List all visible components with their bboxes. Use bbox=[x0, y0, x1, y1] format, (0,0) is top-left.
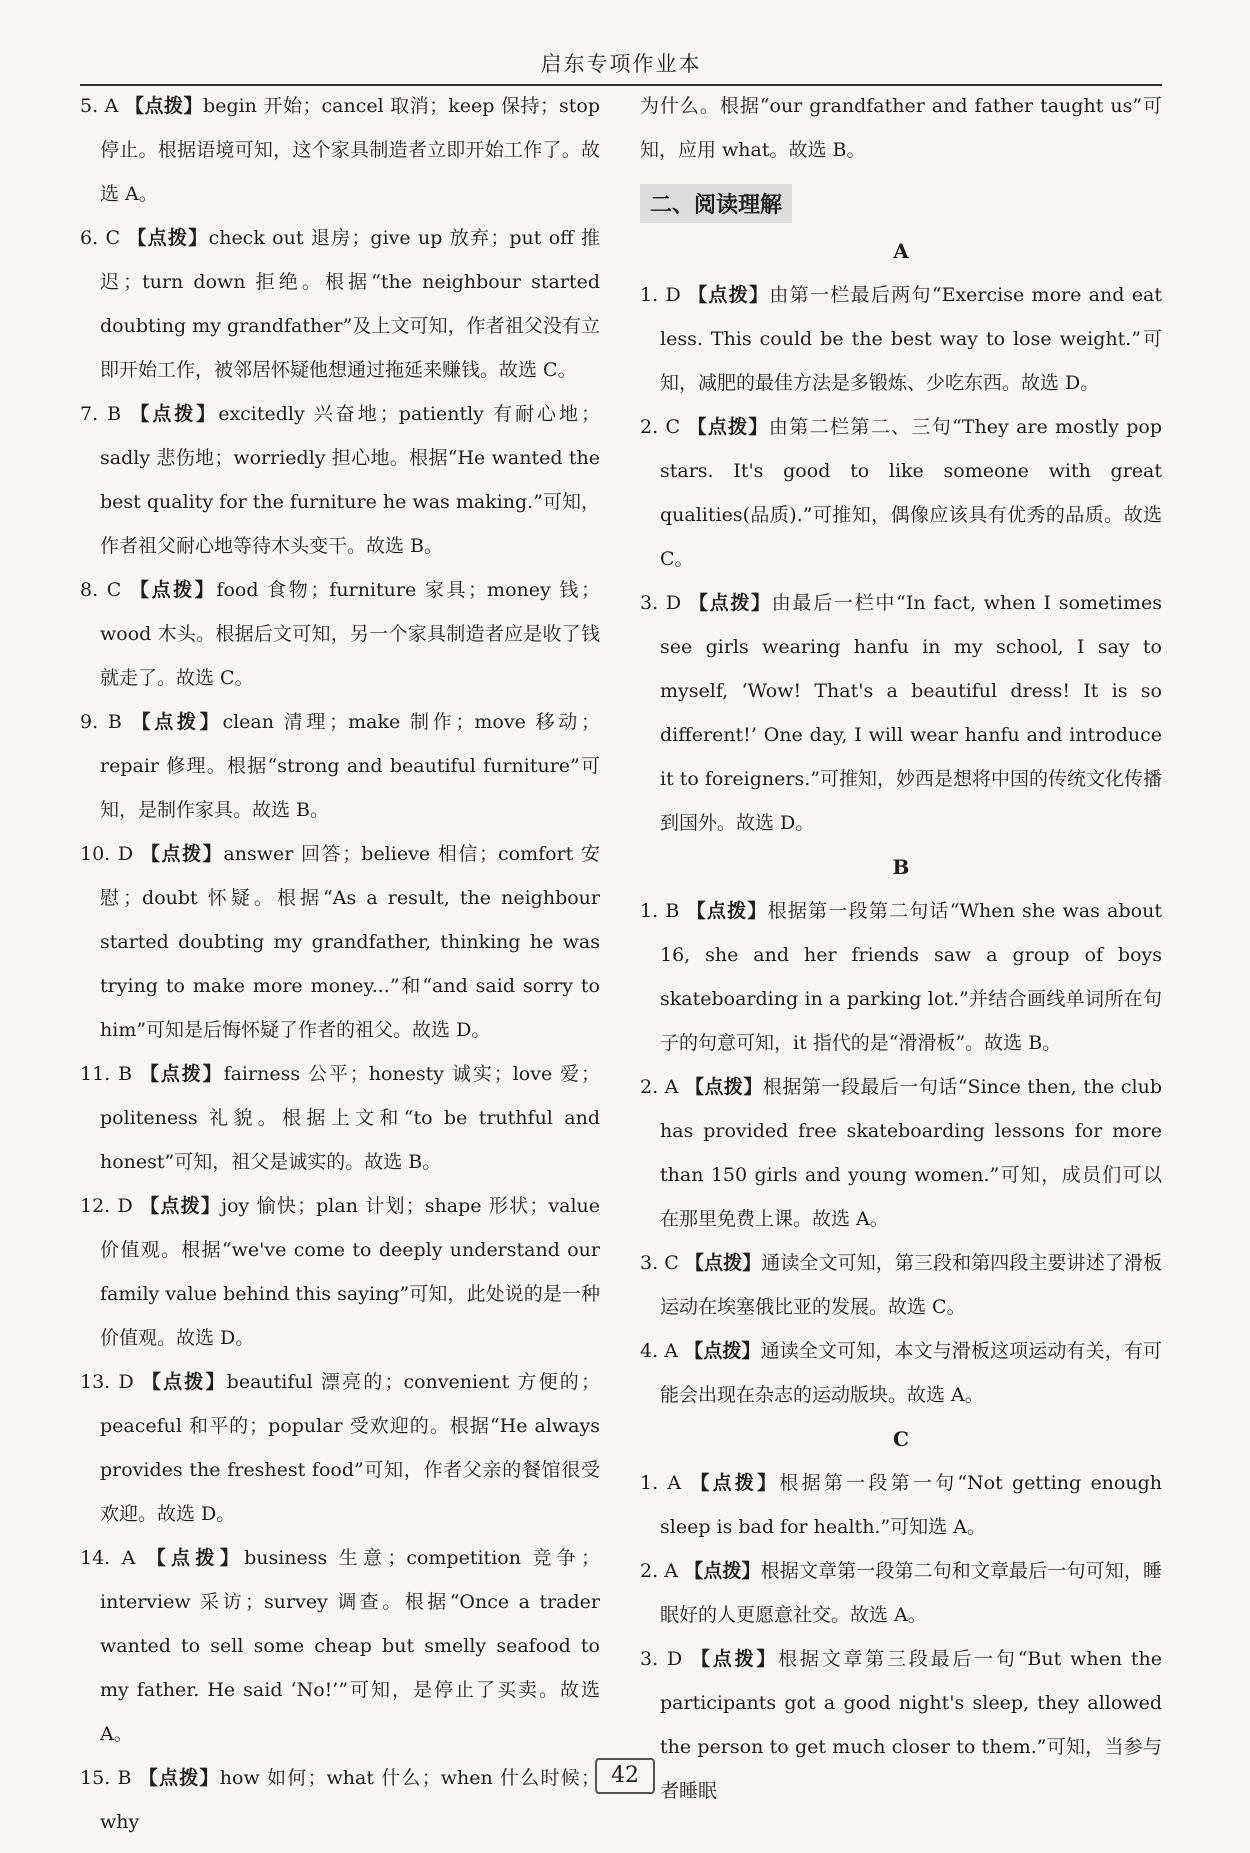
answer-number: 2. C bbox=[640, 416, 681, 438]
answer-item bbox=[80, 1360, 600, 1536]
answer-item bbox=[640, 889, 1162, 1065]
answer-number: 8. C bbox=[80, 579, 122, 601]
answer-number: 9. B bbox=[80, 711, 122, 733]
answer-number: 10. D bbox=[80, 843, 134, 865]
hint-tag: 【点拨】 bbox=[140, 843, 224, 865]
hint-tag: 【点拨】 bbox=[131, 711, 223, 733]
answer-item bbox=[640, 1329, 1162, 1417]
passage-label: A bbox=[893, 239, 909, 263]
hint-tag: 【点拨】 bbox=[684, 1340, 761, 1362]
answer-item bbox=[80, 392, 600, 568]
answer-item bbox=[640, 1241, 1162, 1329]
answer-item bbox=[80, 216, 600, 392]
explanation-text: 通读全文可知，第三段和第四段主要讲述了滑板运动在埃塞俄比亚的发展。故选 C。 bbox=[660, 1252, 1162, 1318]
explanation-text: answer 回答；believe 相信；comfort 安慰；doubt 怀疑。根据“As a result, the neighbour started doubting my grandfather, thinking he was trying to make more money...”和“and said sorry to him”可知是后悔怀疑了作者的祖父。故选 D。 bbox=[100, 843, 600, 1041]
answer-item bbox=[640, 1549, 1162, 1637]
answer-groups bbox=[640, 229, 1162, 1813]
explanation-text: beautiful 漂亮的；convenient 方便的；peaceful 和平的；popular 受欢迎的。根据“He always provides the freshest food”可知，作者父亲的餐馆很受欢迎。故选 D。 bbox=[100, 1371, 600, 1525]
answer-item bbox=[640, 1461, 1162, 1549]
answer-number: 5. A bbox=[80, 95, 119, 117]
hint-tag: 【点拨】 bbox=[688, 284, 770, 306]
passage-label: C bbox=[893, 1427, 909, 1451]
explanation-text: 由最后一栏中“In fact, when I sometimes see girls wearing hanfu in my school, I say to myself, ‘Wow! That's a beautiful dress! It is so different!’ One day, I will wear hanfu and introduce it to foreigners.”可推知，妙西是想将中国的传统文化传播到国外。故选 D。 bbox=[660, 592, 1162, 834]
explanation-text: business 生意；competition 竞争；interview 采访；survey 调查。根据“Once a trader wanted to sell some cheap but smelly seafood to my father. He said ‘No!’”可知，是停止了买卖。故选 A。 bbox=[100, 1547, 600, 1745]
answer-item bbox=[80, 700, 600, 832]
hint-tag: 【点拨】 bbox=[129, 579, 217, 601]
section-title: 二、阅读理解 bbox=[640, 184, 792, 223]
answer-item bbox=[80, 1184, 600, 1360]
hint-tag: 【点拨】 bbox=[688, 592, 772, 614]
page-number: 42 bbox=[595, 1758, 655, 1794]
answer-number: 12. D bbox=[80, 1195, 133, 1217]
continuation-text: 为什么。根据“our grandfather and father taught us”可知，应用 what。故选 B。 bbox=[640, 95, 1162, 161]
hint-tag: 【点拨】 bbox=[130, 403, 219, 425]
answer-number: 4. A bbox=[640, 1340, 679, 1362]
answer-number: 1. B bbox=[640, 900, 680, 922]
answer-number: 3. C bbox=[640, 1252, 679, 1274]
answer-item bbox=[640, 273, 1162, 405]
answer-item bbox=[80, 1536, 600, 1756]
page-header bbox=[80, 44, 1162, 86]
answer-number: 3. D bbox=[640, 592, 682, 614]
answer-number: 14. A bbox=[80, 1547, 136, 1569]
answer-item bbox=[80, 84, 600, 216]
answer-item bbox=[640, 1065, 1162, 1241]
hint-tag: 【点拨】 bbox=[141, 1371, 227, 1393]
hint-tag: 【点拨】 bbox=[691, 1648, 779, 1670]
hint-tag: 【点拨】 bbox=[127, 227, 209, 249]
passage-label: B bbox=[892, 855, 910, 879]
explanation-text: check out 退房；give up 放弃；put off 推迟；turn down 拒绝。根据“the neighbour started doubting my grandfather”及上文可知，作者祖父没有立即开始工作，被邻居怀疑他想通过拖延来赚钱。故选 C。 bbox=[100, 227, 600, 381]
hint-tag: 【点拨】 bbox=[124, 95, 204, 117]
hint-tag: 【点拨】 bbox=[687, 416, 769, 438]
page-footer bbox=[0, 1758, 1250, 1794]
answer-item bbox=[640, 405, 1162, 581]
right-column bbox=[640, 84, 1162, 1813]
explanation-text: fairness 公平；honesty 诚实；love 爱；politeness 礼貌。根据上文和“to be truthful and honest”可知，祖父是诚实的。故选 B。 bbox=[100, 1063, 600, 1173]
explanation-text: 由第一栏最后两句“Exercise more and eat less. This could be the best way to lose weight.”可知，减肥的最佳方法是多锻炼、少吃东西。故选 D。 bbox=[660, 284, 1162, 394]
answer-item bbox=[640, 581, 1162, 845]
hint-tag: 【点拨】 bbox=[146, 1547, 245, 1569]
answer-number: 11. B bbox=[80, 1063, 133, 1085]
explanation-text: 根据文章第一段第二句和文章最后一句可知，睡眠好的人更愿意社交。故选 A。 bbox=[660, 1560, 1162, 1626]
hint-tag: 【点拨】 bbox=[690, 1472, 780, 1494]
header-title: 启东专项作业本 bbox=[540, 52, 702, 76]
explanation-text: clean 清理；make 制作；move 移动；repair 修理。根据“strong and beautiful furniture”可知，是制作家具。故选 B。 bbox=[100, 711, 600, 821]
answer-item bbox=[80, 1052, 600, 1184]
explanation-text: 根据第一段第二句话“When she was about 16, she and her friends saw a group of boys skateboarding in a parking lot.”并结合画线单词所在句子的句意可知，it 指代的是“滑滑板”。故选 B。 bbox=[660, 900, 1162, 1054]
hint-tag: 【点拨】 bbox=[684, 1076, 763, 1098]
left-column bbox=[80, 84, 600, 1844]
answer-number: 7. B bbox=[80, 403, 122, 425]
answer-number: 2. A bbox=[640, 1076, 679, 1098]
explanation-text: food 食物；furniture 家具；money 钱；wood 木头。根据后文可知，另一个家具制造者应是收了钱就走了。故选 C。 bbox=[100, 579, 600, 689]
explanation-text: begin 开始；cancel 取消；keep 保持；stop 停止。根据语境可知，这个家具制造者立即开始工作了。故选 A。 bbox=[100, 95, 600, 205]
hint-tag: 【点拨】 bbox=[138, 1767, 220, 1789]
answer-number: 13. D bbox=[80, 1371, 134, 1393]
hint-tag: 【点拨】 bbox=[686, 900, 768, 922]
answer-number: 2. A bbox=[640, 1560, 679, 1582]
hint-tag: 【点拨】 bbox=[140, 1195, 222, 1217]
hint-tag: 【点拨】 bbox=[684, 1252, 762, 1274]
answer-item bbox=[80, 568, 600, 700]
answer-item bbox=[80, 832, 600, 1052]
hint-tag: 【点拨】 bbox=[684, 1560, 761, 1582]
explanation-text: 由第二栏第二、三句“They are mostly pop stars. It's good to like someone with great qualities(品质).”可推知，偶像应该具有优秀的品质。故选 C。 bbox=[660, 416, 1162, 570]
explanation-text: joy 愉快；plan 计划；shape 形状；value 价值观。根据“we've come to deeply understand our family value behind this saying”可知，此处说的是一种价值观。故选 D。 bbox=[100, 1195, 600, 1349]
explanation-text: 根据文章第三段最后一句“But when the participants got a good night's sleep, they allowed the person to get much closer to them.”可知，当参与者睡眠 bbox=[660, 1648, 1162, 1802]
explanation-text: excitedly 兴奋地；patiently 有耐心地；sadly 悲伤地；worriedly 担心地。根据“He wanted the best quality for the furniture he was making.”可知，作者祖父耐心地等待木头变干。故选 B。 bbox=[100, 403, 600, 557]
hint-tag: 【点拨】 bbox=[140, 1063, 224, 1085]
answer-number: 15. B bbox=[80, 1767, 132, 1789]
explanation-text: 根据第一段第一句“Not getting enough sleep is bad for health.”可知选 A。 bbox=[660, 1472, 1162, 1538]
explanation-text: how 如何；what 什么；when 什么时候；why bbox=[100, 1767, 600, 1833]
answer-number: 3. D bbox=[640, 1648, 683, 1670]
explanation-text: 根据第一段最后一句话“Since then, the club has provided free skateboarding lessons for more than 150 girls and young women.”可知，成员们可以在那里免费上课。故选 A。 bbox=[660, 1076, 1162, 1230]
explanation-text: 通读全文可知，本文与滑板这项运动有关，有可能会出现在杂志的运动版块。故选 A。 bbox=[660, 1340, 1162, 1406]
answer-number: 6. C bbox=[80, 227, 121, 249]
answer-number: 1. A bbox=[640, 1472, 682, 1494]
answer-number: 1. D bbox=[640, 284, 681, 306]
